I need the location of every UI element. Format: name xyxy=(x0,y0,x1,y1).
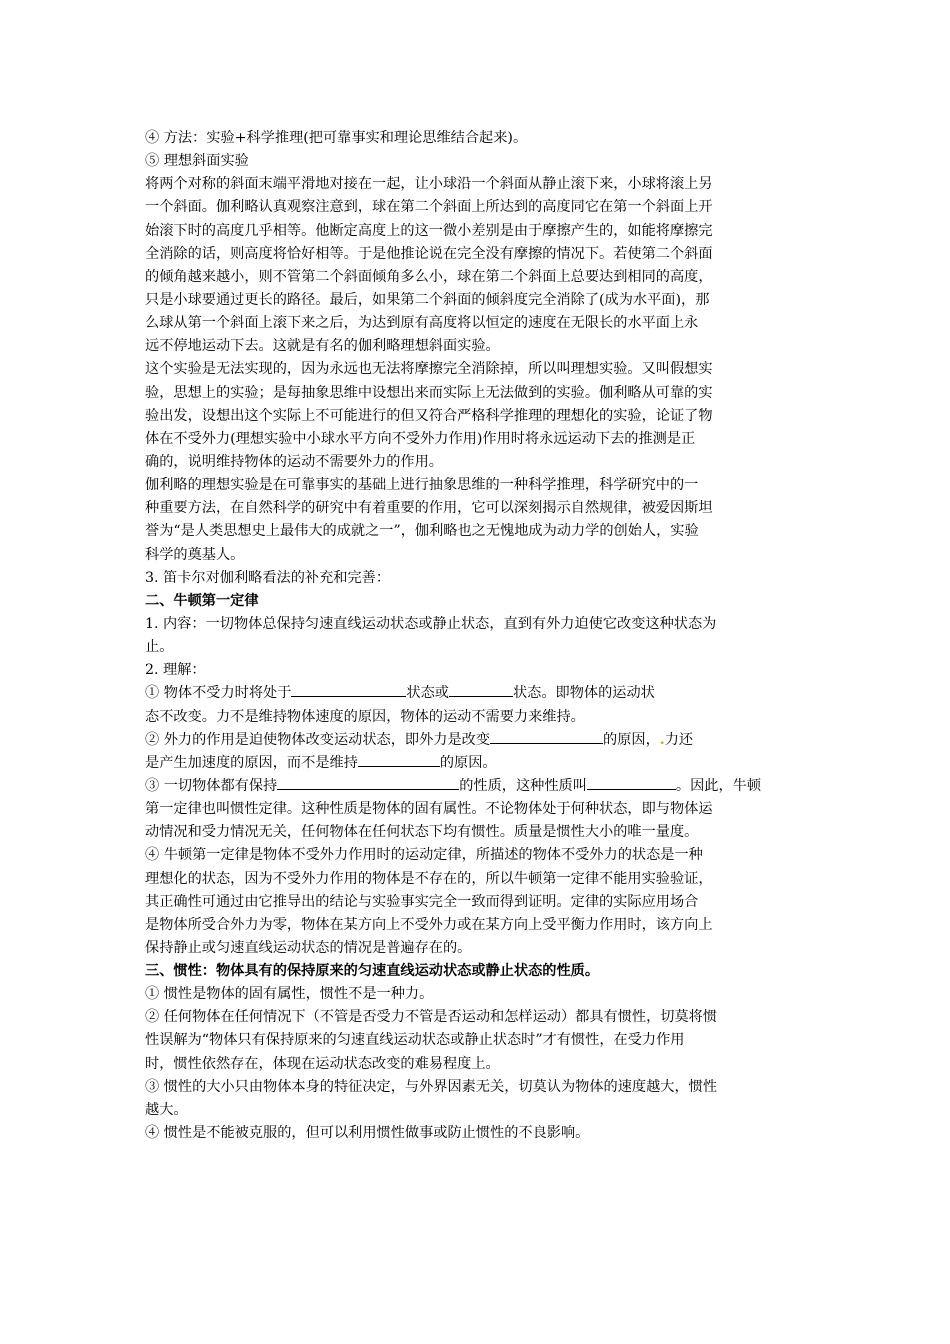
text-line: ④ 方法：实验+科学推理(把可靠事实和理论思维结合起来)。 xyxy=(145,130,528,146)
section-heading: 三、惯性：物体具有的保持原来的匀速直线运动状态或静止状态的性质。 xyxy=(145,963,600,980)
fill-text: 是产生加速度的原因，而不是维持 xyxy=(145,754,358,771)
fill-text: 状态或 xyxy=(406,685,449,702)
text-line: 其正确性可通过由它推导出的结论与实验事实完全一致而得到证明。定律的实际应用场合 xyxy=(145,893,699,910)
fill-line xyxy=(145,752,810,775)
answer-blank[interactable] xyxy=(587,775,676,790)
text-line: 验出发，设想出这个实际上不可能进行的但又符合严格科学推理的理想化的实验，论证了物 xyxy=(145,407,713,424)
fill-text: 。因此，牛顿 xyxy=(675,777,762,794)
text-line: 么球从第一个斜面上滚下来之后，为达到原有高度将以恒定的速度在无限长的水平面上永 xyxy=(145,315,699,332)
text-line: 始滚下时的高度几乎相等。他断定高度上的这一微小差别是由于摩擦产生的，如能将摩擦完 xyxy=(145,222,713,239)
highlight-dot: . xyxy=(659,731,665,748)
fill-text: 力还 xyxy=(664,731,694,748)
text-line: 是物体所受合外力为零，物体在某方向上不受外力或在某方向上受平衡力作用时，该方向上 xyxy=(145,916,713,933)
answer-blank[interactable] xyxy=(358,752,440,767)
fill-text: 的原因。 xyxy=(439,754,497,771)
text-line: ④ 惯性是不能被克服的，但可以利用惯性做事或防止惯性的不良影响。 xyxy=(145,1125,590,1142)
text-line: 2. 理解： xyxy=(145,662,206,679)
text-line: 只是小球要通过更长的路径。最后，如果第二个斜面的倾斜度完全消除了(成为水平面)，那 xyxy=(145,291,710,308)
text-line: 的倾角越来越小，则不管第二个斜面倾角多么小，球在第二个斜面上总要达到相同的高度， xyxy=(145,268,713,285)
text-line: 越大。 xyxy=(145,1101,188,1118)
text-line: 理想化的状态，因为不受外力作用的物体是不存在的，所以牛顿第一定律不能用实验验证， xyxy=(145,870,713,887)
text-line: 止。 xyxy=(145,639,174,656)
document-page xyxy=(145,127,810,1145)
text-line: 1. 内容：一切物体总保持匀速直线运动状态或静止状态，直到有外力迫使它改变这种状态为 xyxy=(145,615,717,632)
fill-line xyxy=(145,682,810,705)
text-line: 种重要方法，在自然科学的研究中有着重要的作用，它可以深刻揭示自然规律，被爱因斯坦 xyxy=(145,500,713,517)
fill-text: 的原因， xyxy=(603,731,660,748)
fill-text: 状态。即物体的运动状 xyxy=(512,685,655,702)
text-line: ⑤ 理想斜面实验 xyxy=(145,153,249,170)
text-line: 验，思想上的实验；是每抽象思维中设想出来而实际上无法做到的实验。伽利略从可靠的实 xyxy=(145,384,713,401)
text-line: ④ 牛顿第一定律是物体不受外力作用时的运动定律，所描述的物体不受外力的状态是一种 xyxy=(145,847,703,864)
text-line: ② 任何物体在任何情况下（不管是否受力不管是否运动和怎样运动）都具有惯性，切莫将惯 xyxy=(145,1009,718,1026)
text-line: 确的，说明维持物体的运动不需要外力的作用。 xyxy=(145,453,443,470)
text-line: 全消除的话，则高度将恰好相等。于是他推论说在完全没有摩擦的情况下。若使第二个斜面 xyxy=(145,245,713,262)
fill-text: ① 物体不受力时将处于 xyxy=(145,685,292,702)
fill-line xyxy=(145,775,810,798)
text-line: 这个实验是无法实现的，因为永远也无法将摩擦完全消除掉，所以叫理想实验。又叫假想实 xyxy=(145,361,713,378)
text-line: 态不改变。力不是维持物体速度的原因，物体的运动不需要力来维持。 xyxy=(145,708,585,725)
text-line: ① 惯性是物体的固有属性，惯性不是一种力。 xyxy=(145,986,434,1003)
answer-blank[interactable] xyxy=(277,775,459,790)
text-line: 伽利略的理想实验是在可靠事实的基础上进行抽象思维的一种科学推理，科学研究中的一 xyxy=(145,477,699,494)
text-line: 体在不受外力(理想实验中小球水平方向不受外力作用)作用时将永远运动下去的推测是正 xyxy=(145,430,696,447)
text-line: 远不停地运动下去。这就是有名的伽利略理想斜面实验。 xyxy=(145,338,500,355)
text-line: 科学的奠基人。 xyxy=(145,546,245,563)
answer-blank[interactable] xyxy=(449,682,513,697)
text-line: 将两个对称的斜面末端平滑地对接在一起，让小球沿一个斜面从静止滚下来，小球将滚上另 xyxy=(145,176,713,193)
text-line: 3. 笛卡尔对伽利略看法的补充和完善： xyxy=(145,569,391,586)
text-line: 动情况和受力情况无关，任何物体在任何状态下均有惯性。质量是惯性大小的唯一量度。 xyxy=(145,824,699,841)
fill-text: 的性质，这种性质叫 xyxy=(459,777,587,794)
answer-blank[interactable] xyxy=(291,682,406,697)
text-line: 第一定律也叫惯性定律。这种性质是物体的固有属性。不论物体处于何种状态，即与物体运 xyxy=(145,801,713,818)
answer-blank[interactable] xyxy=(490,729,603,744)
text-line: ③ 惯性的大小只由物体本身的特征决定，与外界因素无关，切莫认为物体的速度越大，惯性 xyxy=(145,1078,718,1095)
section-heading: 二、牛顿第一定律 xyxy=(145,592,259,609)
text-line: 性误解为“物体只有保持原来的匀速直线运动状态或静止状态时”才有惯性，在受力作用 xyxy=(145,1032,685,1049)
text-line: 保持静止或匀速直线运动状态的情况是普遍存在的。 xyxy=(145,939,472,956)
text-line: 时，惯性依然存在，体现在运动状态改变的难易程度上。 xyxy=(145,1055,500,1072)
text-line: 誉为“是人类思想史上最伟大的成就之一”，伽利略也之无愧地成为动力学的创始人，实验 xyxy=(145,523,699,540)
fill-text: ② 外力的作用是迫使物体改变运动状态，即外力是改变 xyxy=(145,731,491,748)
text-line: 一个斜面。伽利略认真观察注意到，球在第二个斜面上所达到的高度同它在第一个斜面上开 xyxy=(145,199,713,216)
fill-line xyxy=(145,729,810,752)
fill-text: ③ 一切物体都有保持 xyxy=(145,777,278,794)
